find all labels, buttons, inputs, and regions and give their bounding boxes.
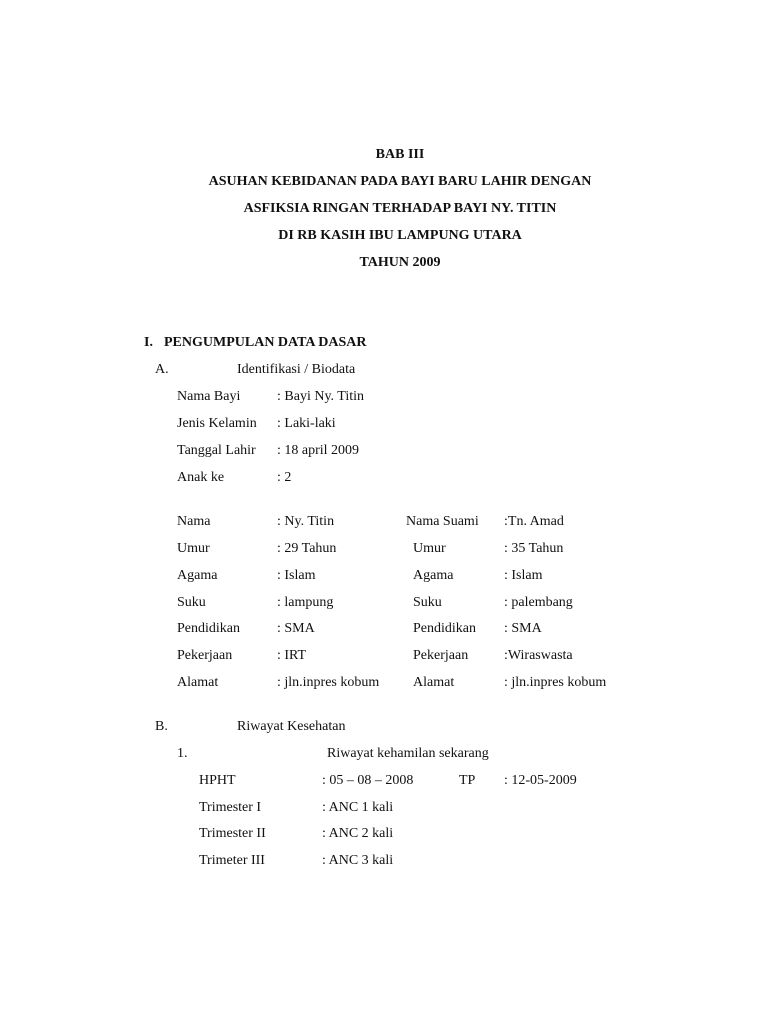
mother-field-label: Umur [177, 541, 210, 556]
mother-field-label: Pendidikan [177, 621, 240, 636]
mother-field-value: : jln.inpres kobum [277, 675, 380, 690]
title-line-2: ASFIKSIA RINGAN TERHADAP BAYI NY. TITIN [243, 201, 557, 216]
section-number: I. [144, 335, 153, 350]
item-title: Riwayat kehamilan sekarang [327, 746, 489, 761]
trimester-label: Trimester II [199, 826, 266, 841]
husband-field-label: Pekerjaan [413, 648, 469, 663]
mother-field-value: : lampung [277, 595, 334, 610]
mother-field-value: : Ny. Titin [277, 514, 335, 529]
husband-field-label: Umur [413, 541, 446, 556]
husband-field-value: :Wiraswasta [504, 648, 573, 663]
mother-field-label: Suku [177, 595, 206, 610]
mother-field-label: Nama [177, 514, 211, 529]
husband-field-label: Pendidikan [413, 621, 476, 636]
trimester-value: : ANC 1 kali [322, 800, 394, 815]
mother-field-value: : IRT [277, 648, 307, 663]
baby-field-label: Anak ke [177, 470, 225, 485]
husband-field-value: :Tn. Amad [504, 514, 564, 529]
hpht-label: HPHT [199, 773, 236, 788]
title-line-4: TAHUN 2009 [359, 255, 441, 270]
title-line-1: ASUHAN KEBIDANAN PADA BAYI BARU LAHIR DENGAN [208, 174, 592, 189]
baby-field-value: : 18 april 2009 [277, 443, 360, 458]
baby-field-value: : Bayi Ny. Titin [277, 389, 365, 404]
baby-field-value: : Laki-laki [277, 416, 336, 431]
mother-field-value: : Islam [277, 568, 316, 583]
chapter-number: BAB III [375, 147, 425, 162]
hpht-value: : 05 – 08 – 2008 [322, 773, 414, 788]
husband-field-label: Suku [413, 595, 442, 610]
section-title: PENGUMPULAN DATA DASAR [164, 335, 367, 350]
tp-label: TP [459, 773, 476, 788]
title-line-3: DI RB KASIH IBU LAMPUNG UTARA [278, 228, 522, 243]
mother-field-value: : SMA [277, 621, 315, 636]
husband-field-label: Agama [413, 568, 454, 583]
baby-field-value: : 2 [277, 470, 292, 485]
part-a-letter: A. [155, 362, 169, 377]
husband-field-value: : Islam [504, 568, 543, 583]
husband-field-value: : palembang [504, 595, 573, 610]
husband-field-value: : 35 Tahun [504, 541, 564, 556]
trimester-value: : ANC 2 kali [322, 826, 394, 841]
husband-field-label: Nama Suami [406, 514, 479, 529]
mother-field-label: Alamat [177, 675, 219, 690]
tp-value: : 12-05-2009 [504, 773, 577, 788]
part-a-title: Identifikasi / Biodata [237, 362, 356, 377]
baby-field-label: Tanggal Lahir [177, 443, 256, 458]
trimester-label: Trimeter III [199, 853, 265, 868]
baby-field-label: Nama Bayi [177, 389, 241, 404]
husband-field-label: Alamat [413, 675, 455, 690]
part-b-title: Riwayat Kesehatan [237, 719, 346, 734]
husband-field-value: : SMA [504, 621, 542, 636]
husband-field-value: : jln.inpres kobum [504, 675, 607, 690]
trimester-value: : ANC 3 kali [322, 853, 394, 868]
trimester-label: Trimester I [199, 800, 262, 815]
item-number: 1. [177, 746, 188, 761]
part-b-letter: B. [155, 719, 168, 734]
baby-field-label: Jenis Kelamin [177, 416, 257, 431]
mother-field-label: Pekerjaan [177, 648, 233, 663]
mother-field-label: Agama [177, 568, 218, 583]
mother-field-value: : 29 Tahun [277, 541, 337, 556]
